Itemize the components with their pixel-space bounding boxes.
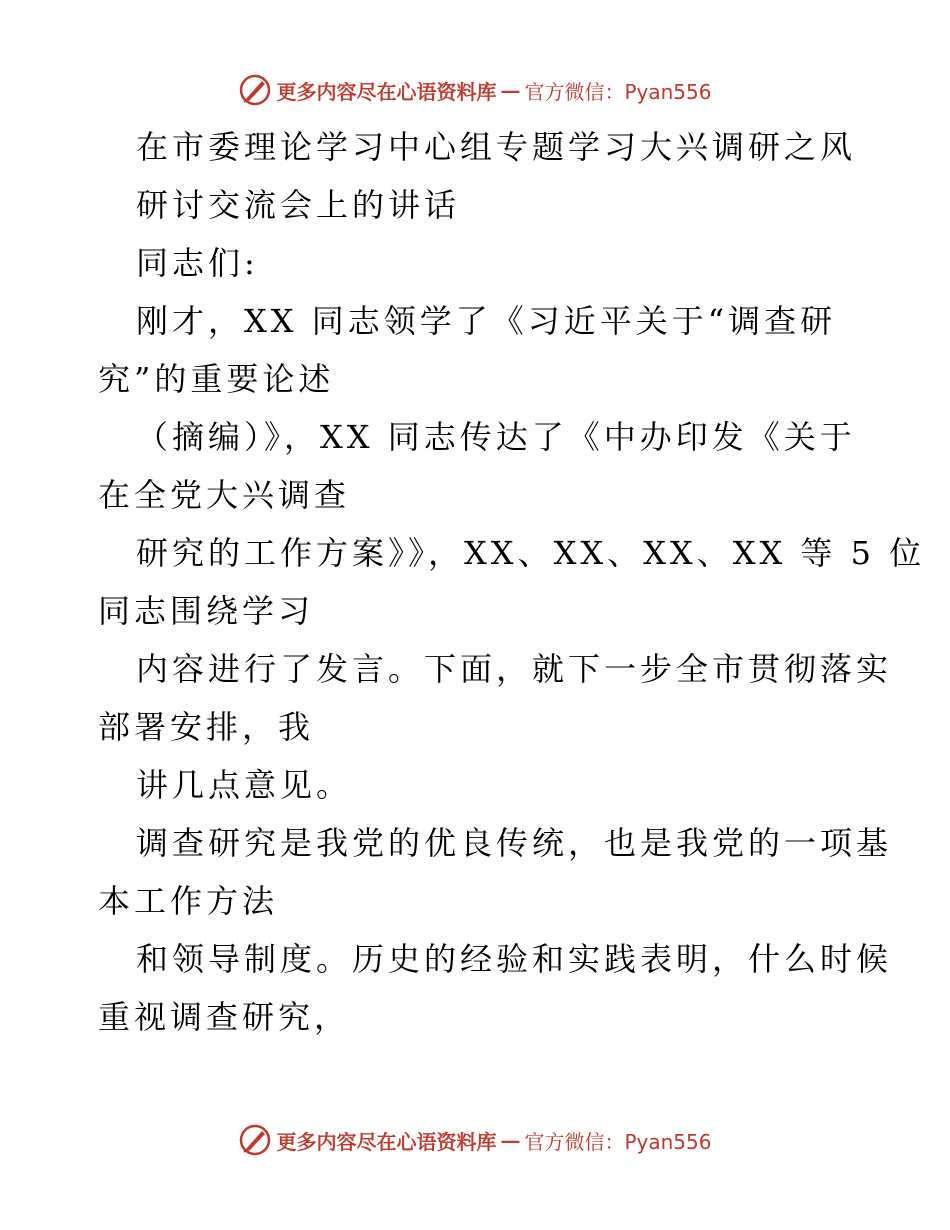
banner-separator: — <box>500 1128 521 1152</box>
text-line: 究”的重要论述 <box>98 360 335 398</box>
text-line: 同志们: <box>136 244 259 282</box>
text-line: 内容进行了发言。下面，就下一步全市贯彻落实 <box>136 650 893 688</box>
text-line: 研究的工作方案》》，XX、XX、XX、XX 等 5 位 <box>136 534 926 572</box>
banner-wechat: 官方微信：Pyan556 <box>524 1129 712 1154</box>
text-line: 同志围绕学习 <box>98 592 315 630</box>
header-banner <box>0 70 950 110</box>
text-line: 重视调查研究， <box>98 998 351 1036</box>
text-line: 部署安排，我 <box>98 708 315 746</box>
banner-title: 更多内容尽在心语资料库 <box>276 79 497 104</box>
text-line: （摘编）》，XX 同志传达了《中办印发《关于 <box>136 418 856 456</box>
text-line: 本工作方法 <box>98 882 279 920</box>
footer-banner <box>0 1120 950 1160</box>
text-line: 和领导制度。历史的经验和实践表明，什么时候 <box>136 940 893 978</box>
text-line: 讲几点意见。 <box>136 766 353 804</box>
banner-wechat: 官方微信：Pyan556 <box>524 79 712 104</box>
text-line: 在市委理论学习中心组专题学习大兴调研之风 <box>136 128 857 166</box>
text-line: 刚才，XX 同志领学了《习近平关于“调查研 <box>136 302 837 340</box>
banner-title: 更多内容尽在心语资料库 <box>276 1129 497 1154</box>
text-line: 在全党大兴调查 <box>98 476 351 514</box>
text-line: 研讨交流会上的讲话 <box>136 186 461 224</box>
quill-pen-logo-icon <box>238 73 272 107</box>
quill-pen-logo-icon <box>238 1123 272 1157</box>
text-line: 调查研究是我党的优良传统，也是我党的一项基 <box>136 824 893 862</box>
header-banner-content <box>238 73 711 107</box>
document-body <box>98 118 926 1046</box>
footer-banner-content <box>238 1123 711 1157</box>
banner-separator: — <box>500 78 521 102</box>
